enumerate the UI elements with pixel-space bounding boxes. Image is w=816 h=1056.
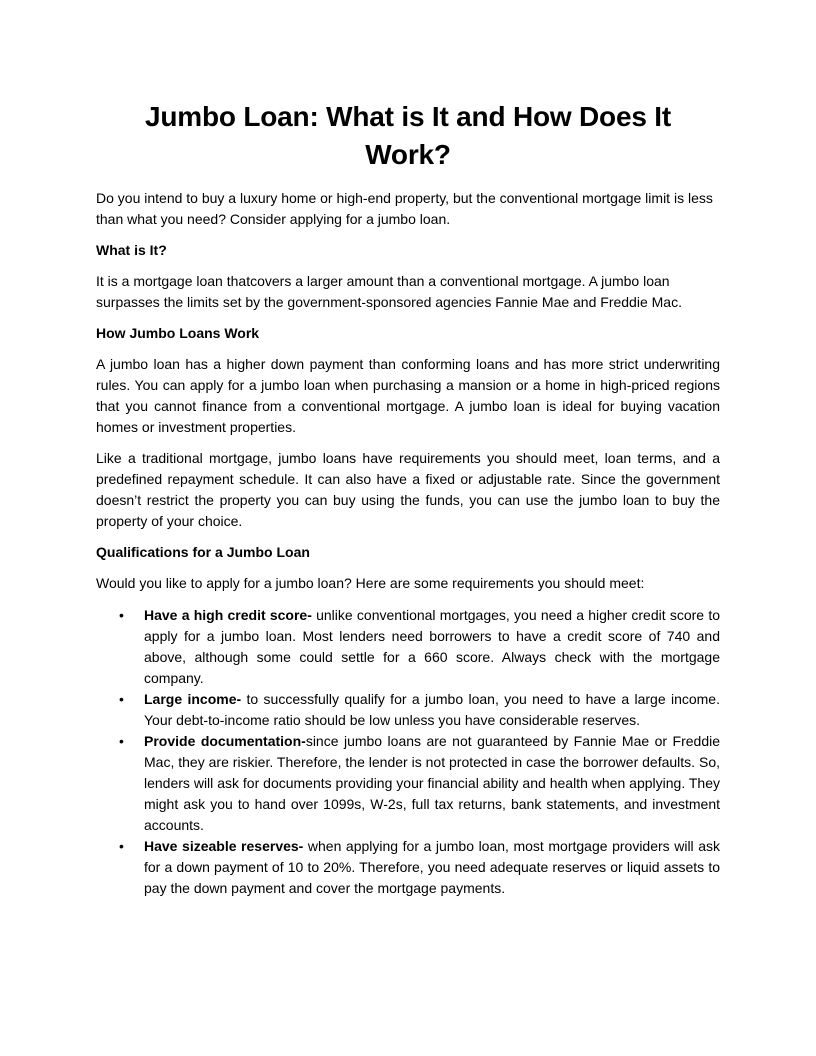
requirements-list	[96, 605, 720, 899]
page-title	[96, 0, 720, 174]
list-item	[96, 605, 720, 689]
list-item	[96, 689, 720, 731]
section-heading-how-it-works: How Jumbo Loans Work	[96, 325, 260, 341]
requirement-label: Have sizeable reserves-	[144, 838, 304, 854]
paragraph-how-it-works-2: Like a traditional mortgage, jumbo loans have requirements you should meet, loan terms, and a predefined repayment schedule. It can also have a fixed or adjustable rate. Since the government doesn’t restrict the property you can buy using the funds, you can use the jumbo loan to buy the property of your choice.	[96, 450, 720, 529]
requirement-text: since jumbo loans are not guaranteed by Fannie Mae or Freddie Mac, they are riskier. Therefore, the lender is not protected in case the borrower defaults. So, lenders will ask for documents providing your financial ability and health when applying. They might ask you to hand over 1099s, W-2s, full tax returns, bank statements, and investment accounts.	[144, 733, 720, 833]
bullet-icon: •	[119, 838, 124, 854]
requirement-label: Large income-	[144, 691, 242, 707]
section-heading-what-is-it: What is It?	[96, 242, 167, 258]
bullet-icon: •	[119, 607, 124, 623]
title-line-2: Work?	[365, 139, 451, 170]
paragraph-qualifications-intro: Would you like to apply for a jumbo loan? Here are some requirements you should meet:	[96, 575, 645, 591]
requirement-text: when applying for a jumbo loan, most mortgage providers will ask for a down payment of 10 to 20%. Therefore, you need adequate reserves or liquid assets to pay the down payment and cover the mortgage payments.	[144, 838, 721, 896]
intro-paragraph: Do you intend to buy a luxury home or high-end property, but the conventional mortgage limit is less than what you need? Consider applying for a jumbo loan.	[96, 190, 713, 227]
bullet-icon: •	[119, 691, 124, 707]
paragraph-definition: It is a mortgage loan thatcovers a larger amount than a conventional mortgage. A jumbo loan surpasses the limits set by the government-sponsored agencies Fannie Mae and Freddie Mac.	[96, 273, 682, 310]
requirement-text: unlike conventional mortgages, you need a higher credit score to apply for a jumbo loan. Most lenders need borrowers to have a credit score of 740 and above, although some could settle for a 660 score. Always check with the mortgage company.	[144, 607, 720, 686]
paragraph-how-it-works-1: A jumbo loan has a higher down payment than conforming loans and has more strict underwriting rules. You can apply for a jumbo loan when purchasing a mansion or a home in high-priced regions that you cannot finance from a conventional mortgage. A jumbo loan is ideal for buying vacation homes or investment properties.	[96, 356, 720, 435]
list-item	[96, 731, 720, 836]
requirement-label: Have a high credit score-	[144, 607, 312, 623]
requirement-label: Provide documentation-	[144, 733, 306, 749]
bullet-icon: •	[119, 733, 124, 749]
section-heading-qualifications: Qualifications for a Jumbo Loan	[96, 544, 310, 560]
requirement-text: to successfully qualify for a jumbo loan, you need to have a large income. Your debt-to-income ratio should be low unless you have considerable reserves.	[144, 691, 720, 728]
list-item	[96, 836, 720, 899]
title-line-1: Jumbo Loan: What is It and How Does It	[145, 101, 671, 132]
